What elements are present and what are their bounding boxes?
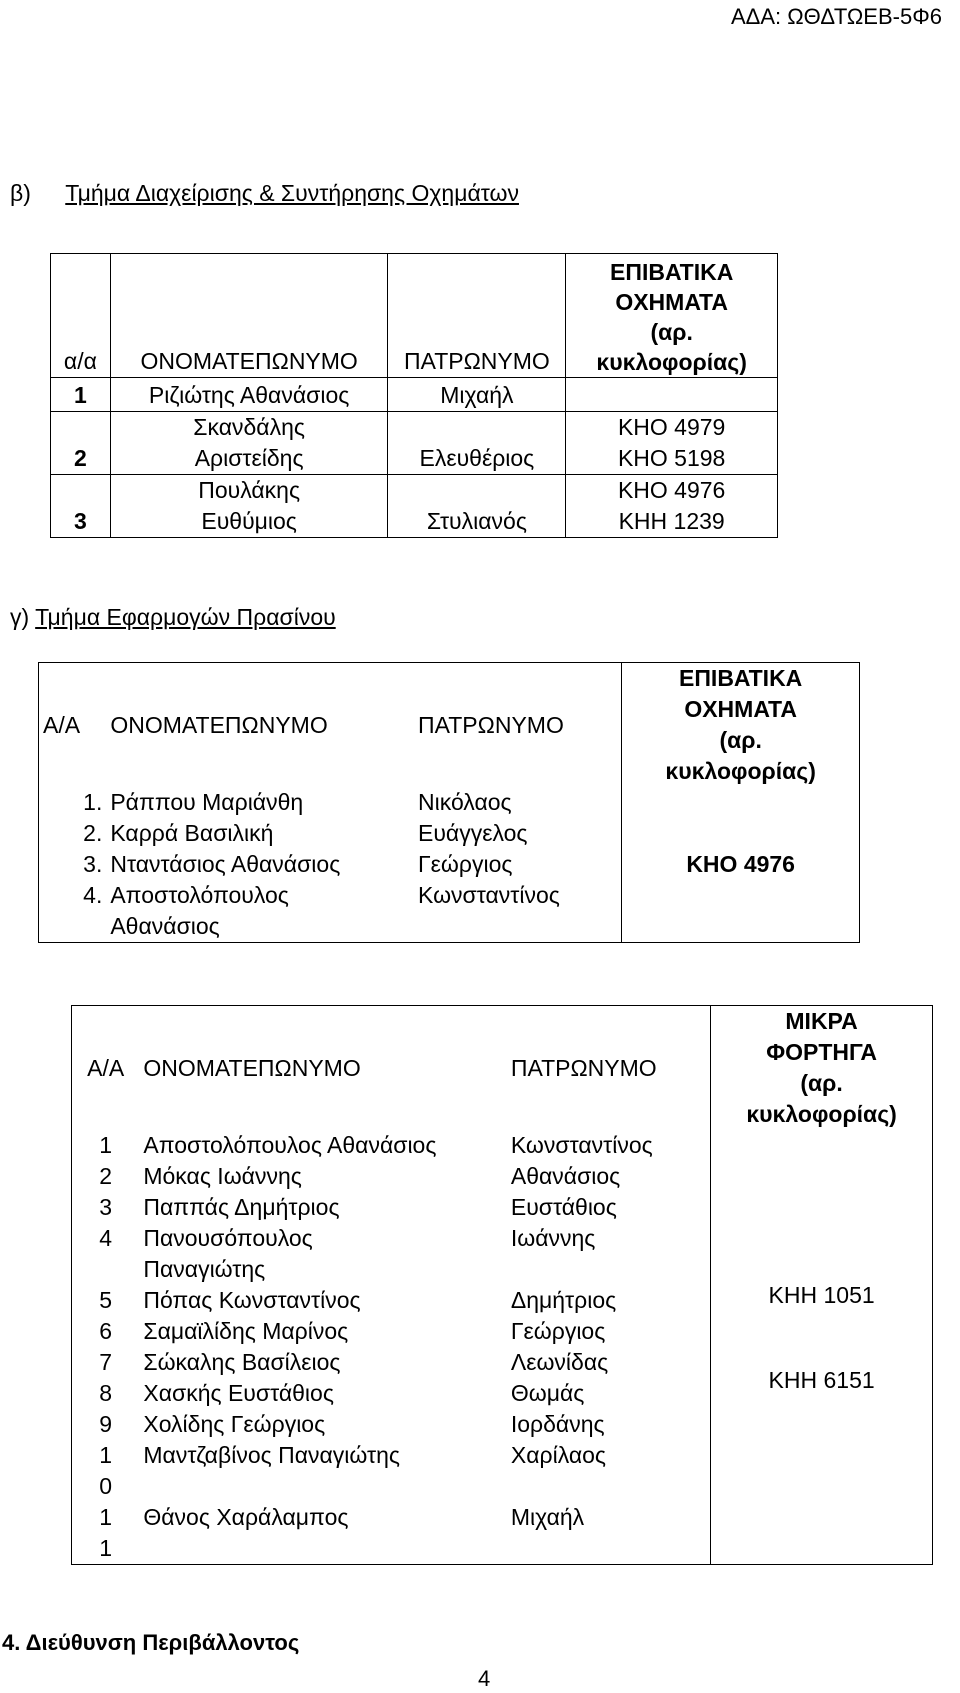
row-plates: ΚΗΟ 4976 ΚΗΗ 1239 (566, 475, 778, 538)
page-number: 4 (478, 1666, 491, 1691)
section-c-prefix: γ) (10, 604, 30, 630)
header-passenger-vehicles: ΕΠΙΒΑΤΙΚΑ ΟΧΗΜΑΤΑ (αρ. κυκλοφορίας) (566, 254, 778, 378)
row-name: Χασκής Ευστάθιος (143, 1380, 334, 1406)
row-plates: ΚΗΟ 4979 ΚΗΟ 5198 (566, 412, 778, 475)
row-number: 1 0 (99, 1442, 113, 1499)
header-name: ΟΝΟΜΑΤΕΠΩΝΥΜΟ (110, 254, 388, 378)
row-father: Γεώργιος (418, 851, 513, 877)
header-father: ΠΑΤΡΩΝΥΜΟ (388, 254, 566, 378)
table-small-trucks (71, 1005, 933, 1565)
row-name: Πανουσόπουλος Παναγιώτης (143, 1225, 313, 1282)
row-plates (711, 1130, 933, 1565)
plate-1: ΚΗΗ 1051 (768, 1282, 875, 1308)
row-name: Μαντζαβίνος Παναγιώτης (143, 1442, 400, 1468)
table-vehicle-maintenance (50, 253, 778, 538)
row-name: Πουλάκης Ευθύμιος (110, 475, 388, 538)
row-name: Πόπας Κωνσταντίνος (143, 1287, 361, 1313)
row-name: Σκανδάλης Αριστείδης (110, 412, 388, 475)
table-row (72, 1130, 933, 1161)
row-father: Ευστάθιος (510, 1194, 617, 1220)
row-father: Γεώργιος (510, 1318, 606, 1344)
row-father: Θωμάς (510, 1380, 585, 1406)
row-father: Ιωάννης (510, 1225, 596, 1251)
row-father: Λεωνίδας (510, 1349, 609, 1375)
header-aa: α/α (51, 254, 111, 378)
row-number: 9 (99, 1411, 113, 1437)
section-b-prefix: β) (10, 180, 31, 206)
row-father: Μιχαήλ (510, 1504, 585, 1530)
row-father: Κωνσταντίνος (418, 882, 560, 908)
row-number: 3 (51, 475, 111, 538)
section-4-heading: 4. Διεύθυνση Περιβάλλοντος (2, 1630, 300, 1655)
row-name: Καρρά Βασιλική (110, 820, 274, 846)
table-row (39, 787, 860, 818)
section-c-heading (10, 604, 336, 631)
row-name: Ριζιώτης Αθανάσιος (110, 378, 388, 412)
row-father: Κωνσταντίνος (510, 1132, 653, 1158)
table-row (51, 378, 778, 412)
row-father: Στυλιανός (388, 475, 566, 538)
row-number: 7 (99, 1349, 113, 1375)
row-number: 2. (83, 820, 103, 846)
header-passenger-vehicles: ΕΠΙΒΑΤΙΚΑ ΟΧΗΜΑΤΑ (αρ. κυκλοφορίας) (622, 663, 860, 788)
header-aa: Α/Α (87, 1054, 125, 1081)
table-header-row (39, 663, 860, 788)
table-row (51, 412, 778, 475)
row-father: Ευάγγελος (418, 820, 528, 846)
row-number: 1 (51, 378, 111, 412)
section-c-title: Τμήμα Εφαρμογών Πρασίνου (35, 604, 336, 630)
table-header-row (51, 254, 778, 378)
table-header-row (72, 1006, 933, 1131)
row-name: Σαμαϊλίδης Μαρίνος (143, 1318, 349, 1344)
row-number: 3. (83, 851, 103, 877)
section-b-heading (10, 180, 519, 207)
row-number: 4 (99, 1225, 113, 1251)
header-father: ΠΑΤΡΩΝΥΜΟ (510, 1054, 657, 1081)
row-number: 1. (83, 789, 103, 815)
row-father: Ελευθέριος (388, 412, 566, 475)
row-plate: ΚΗΟ 4976 (622, 787, 860, 943)
row-father: Ιορδάνης (510, 1411, 605, 1437)
table-row (51, 475, 778, 538)
row-number: 2 (99, 1163, 113, 1189)
section-b-title: Τμήμα Διαχείρισης & Συντήρησης Οχημάτων (65, 180, 519, 206)
row-father: Νικόλαος (418, 789, 512, 815)
ada-code: ΑΔΑ: ΩΘΔΤΩΕΒ-5Φ6 (730, 4, 942, 29)
row-father: Χαρίλαος (510, 1442, 607, 1468)
row-number: 2 (51, 412, 111, 475)
row-name: Χολίδης Γεώργιος (143, 1411, 326, 1437)
row-father: Αθανάσιος (510, 1163, 621, 1189)
row-name: Αποστολόπουλος Αθανάσιος (110, 882, 289, 939)
header-aa: Α/Α (43, 711, 81, 738)
row-number: 1 1 (99, 1504, 113, 1561)
row-number: 3 (99, 1194, 113, 1220)
row-name: Παππάς Δημήτριος (143, 1194, 340, 1220)
row-name: Νταντάσιος Αθανάσιος (110, 851, 341, 877)
row-name: Ράππου Μαριάνθη (110, 789, 304, 815)
row-plates (566, 378, 778, 412)
header-small-trucks: ΜΙΚΡΑ ΦΟΡΤΗΓΑ (αρ. κυκλοφορίας) (711, 1006, 933, 1131)
row-number: 1 (99, 1132, 113, 1158)
row-number: 6 (99, 1318, 113, 1344)
table-green-applications (38, 662, 860, 943)
plate-2: ΚΗΗ 6151 (768, 1367, 875, 1393)
row-name: Μόκας Ιωάννης (143, 1163, 302, 1189)
header-name: ΟΝΟΜΑΤΕΠΩΝΥΜΟ (143, 1054, 361, 1081)
row-number: 8 (99, 1380, 113, 1406)
header-father: ΠΑΤΡΩΝΥΜΟ (418, 711, 564, 738)
row-father: Δημήτριος (510, 1287, 617, 1313)
row-number: 5 (99, 1287, 113, 1313)
header-name: ΟΝΟΜΑΤΕΠΩΝΥΜΟ (110, 711, 328, 738)
row-name: Αποστολόπουλος Αθανάσιος (143, 1132, 437, 1158)
row-name: Σώκαλης Βασίλειος (143, 1349, 341, 1375)
row-number: 4. (83, 882, 103, 908)
row-name: Θάνος Χαράλαμπος (143, 1504, 349, 1530)
row-father: Μιχαήλ (388, 378, 566, 412)
